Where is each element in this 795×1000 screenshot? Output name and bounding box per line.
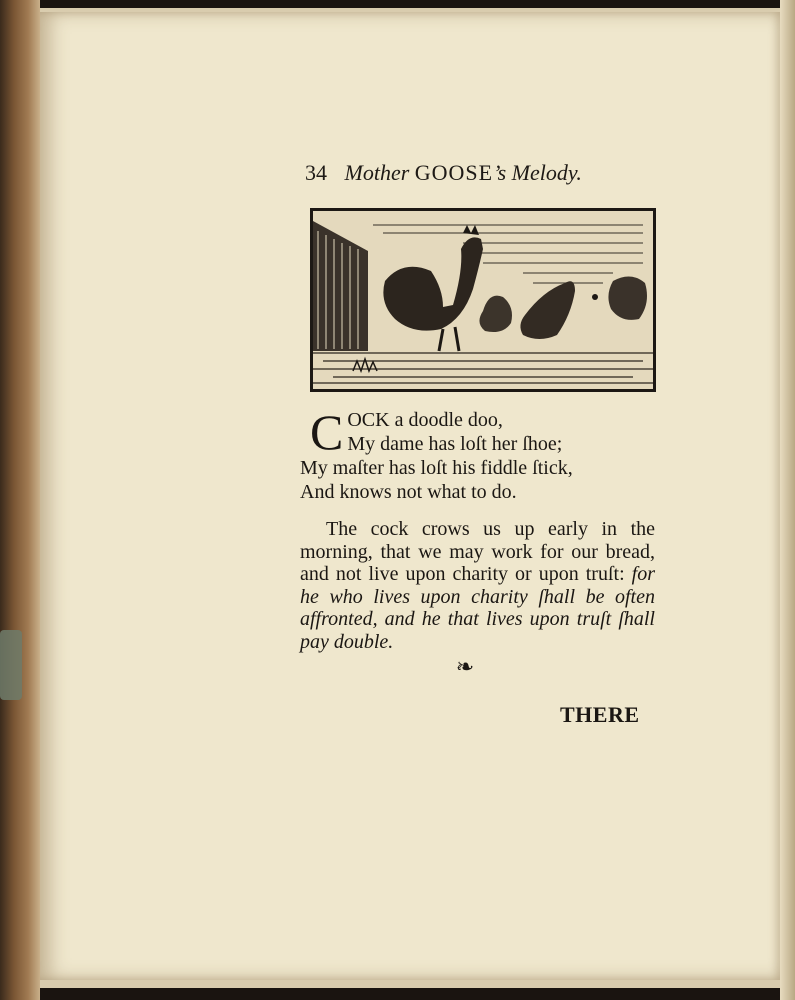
verse-line-2: My dame has loſt her ſhoe;	[347, 433, 563, 455]
page-fore-edge	[780, 0, 795, 1000]
catchword: THERE	[560, 702, 640, 727]
moral-paragraph	[300, 518, 655, 653]
running-head-mother: Mother	[344, 160, 410, 185]
drop-cap: C	[310, 404, 344, 460]
moral-italic-text: for he who lives upon charity ſhall be often affronted, and he that lives upon truſt ſhall pay double.	[300, 563, 656, 653]
verse-line-4: And knows not what to do.	[300, 481, 517, 503]
fleuron-ornament: ❧	[455, 654, 475, 679]
spine-stain	[0, 630, 22, 700]
running-head-goose: GOOSE	[414, 160, 494, 185]
running-head-possessive: ’s	[493, 160, 507, 185]
page-number: 34	[305, 160, 327, 185]
rooster-and-hens-woodcut-icon	[310, 208, 656, 392]
book-spine	[0, 0, 40, 1000]
verse-line-1: OCK a doodle doo,	[347, 409, 503, 431]
moral-roman-text: The cock crows us up early in the morning, that we may work for our bread, and not live upon charity or upon truſt:	[300, 518, 655, 585]
nursery-rhyme-verse	[300, 404, 660, 504]
running-head-melody: Melody.	[511, 160, 582, 185]
running-head	[305, 160, 625, 194]
verse-line-3: My maſter has loſt his fiddle ſtick,	[300, 457, 573, 479]
